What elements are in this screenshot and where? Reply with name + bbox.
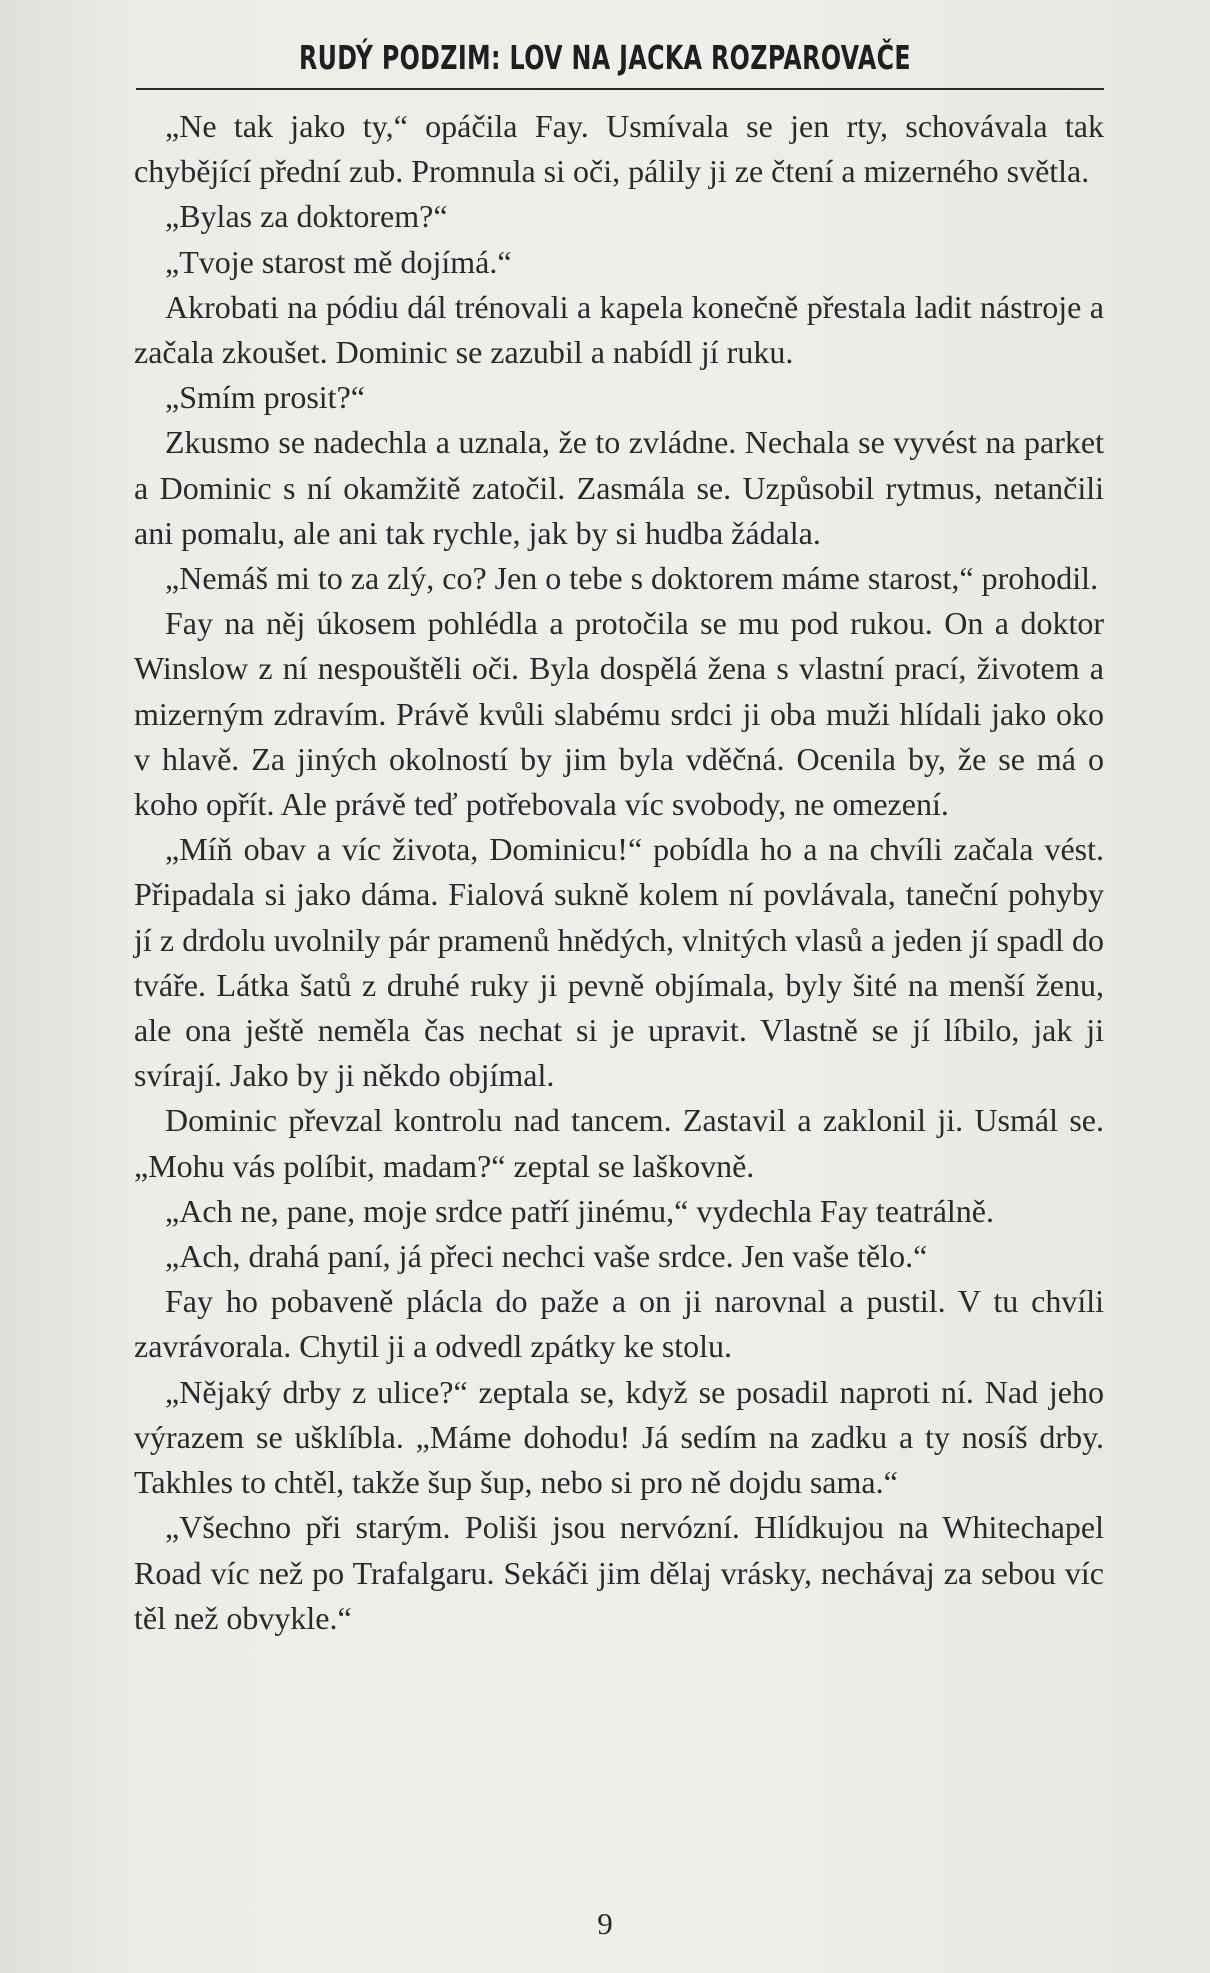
paragraph: „Míň obav a víc života, Dominicu!“ pobídla ho a na chvíli začala vést. Připadala si jako dáma. Fialová sukně kolem ní povlávala, taneční pohyby jí z drdolu uvolnily pár pramenů hnědých, vlnitých vlasů a jeden jí spadl do tváře. Látka šatů z druhé ruky ji pevně objímala, byly šité na menší ženu, ale ona ještě neměla čas nechat si je upravit. Vlastně se jí líbilo, jak ji svírají. Jako by ji někdo objímal. xyxy=(134,831,1104,1094)
paragraph: Akrobati na pódiu dál trénovali a kapela konečně přestala ladit nástroje a začala zkoušet. Dominic se zazubil a nabídl jí ruku. xyxy=(134,288,1104,371)
paragraph: Dominic převzal kontrolu nad tancem. Zastavil a zaklonil ji. Usmál se. „Mohu vás políbit, madam?“ zeptal se laškovně. xyxy=(134,1102,1104,1184)
paragraph: „Nemáš mi to za zlý, co? Jen o tebe s doktorem máme starost,“ prohodil. xyxy=(165,560,1099,597)
header-rule xyxy=(136,88,1104,90)
paragraph: „Ach ne, pane, moje srdce patří jinému,“ vydechla Fay teatrálně. xyxy=(165,1192,994,1229)
body-text xyxy=(134,104,1104,1641)
paragraph: „Ach, drahá paní, já přeci nechci vaše srdce. Jen vaše tělo.“ xyxy=(165,1238,928,1275)
paragraph: „Ne tak jako ty,“ opáčila Fay. Usmívala se jen rty, schovávala tak chybějící přední zub. Promnula si oči, pálily ji ze čtení a mizerného světla. xyxy=(134,108,1104,190)
paragraph: „Smím prosit?“ xyxy=(165,379,365,416)
running-head: RUDÝ PODZIM: LOV NA JACKA ROZPAROVAČE xyxy=(298,38,912,77)
paragraph: „Nějaký drby z ulice?“ zeptala se, když se posadil naproti ní. Nad jeho výrazem se ušklíbla. „Máme dohodu! Já sedím na zadku a ty nosíš drby. Takhles to chtěl, takže šup šup, nebo si pro ně dojdu sama.“ xyxy=(134,1373,1104,1501)
paragraph: „Bylas za doktorem?“ xyxy=(165,198,448,235)
paragraph: „Tvoje starost mě dojímá.“ xyxy=(165,243,512,280)
paragraph: Fay ho pobaveně plácla do paže a on ji narovnal a pustil. V tu chvíli zavrávorala. Chytil ji a odvedl zpátky ke stolu. xyxy=(134,1283,1104,1365)
page-number: 9 xyxy=(597,1906,613,1941)
paragraph: „Všechno při starým. Poliši jsou nervózní. Hlídkujou na Whitechapel Road víc než po Trafalgaru. Sekáči jim dělaj vrásky, nechávaj za sebou víc těl než obvykle.“ xyxy=(134,1509,1104,1636)
paragraph: Zkusmo se nadechla a uznala, že to zvládne. Nechala se vyvést na parket a Dominic s ní okamžitě zatočil. Zasmála se. Uzpůsobil rytmus, netančili ani pomalu, ale ani tak rychle, jak by si hudba žádala. xyxy=(134,424,1104,551)
paragraph: Fay na něj úkosem pohlédla a protočila se mu pod rukou. On a doktor Winslow z ní nespouštěli oči. Byla dospělá žena s vlastní prací, životem a mizerným zdravím. Právě kvůli slabému srdci ji oba muži hlídali jako oko v hlavě. Za jiných okolností by jim byla vděčná. Ocenila by, že se má o koho opřít. Ale právě teď potřebovala víc svobody, ne omezení. xyxy=(134,605,1104,823)
